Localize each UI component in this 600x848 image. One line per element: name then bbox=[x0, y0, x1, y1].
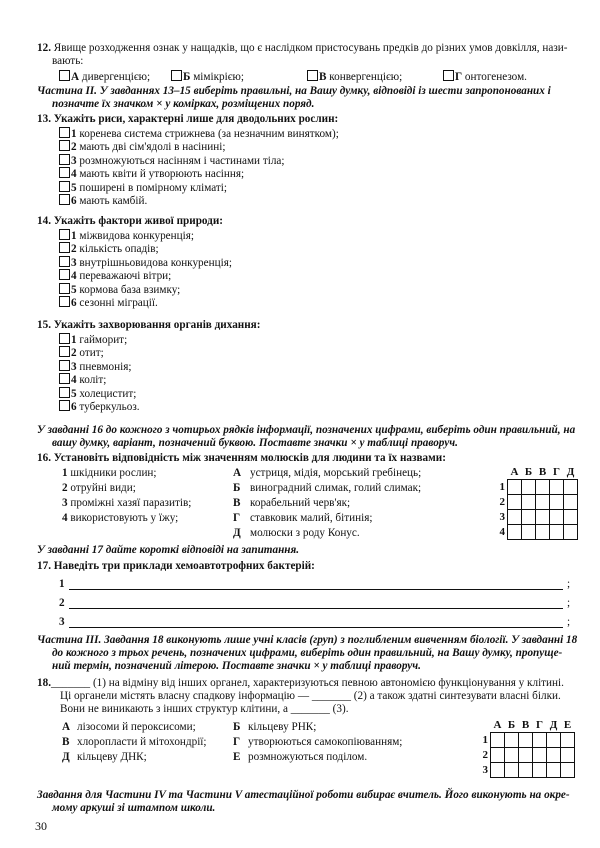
checkbox[interactable] bbox=[59, 242, 70, 253]
q13-title: 13. Укажіть риси, характерні лише для дводольних рослин: bbox=[37, 113, 339, 125]
q13-item-1[interactable]: 1 коренева система стрижнева (за незначним винятком); bbox=[59, 127, 339, 141]
grid-cell[interactable] bbox=[564, 525, 578, 540]
grid-cell[interactable] bbox=[550, 480, 564, 495]
q13-item-2[interactable]: 2 мають дві сім'ядолі в насінині; bbox=[59, 140, 225, 154]
grid-row-header: 3 bbox=[499, 510, 505, 523]
q15-item-5[interactable]: 5 холецистит; bbox=[59, 387, 136, 401]
checkbox[interactable] bbox=[59, 283, 70, 294]
instr17: У завданні 17 дайте короткі відповіді на запитання. bbox=[37, 544, 300, 556]
q12-option-b[interactable]: Б мімікрією; bbox=[171, 70, 244, 84]
grid-cell[interactable] bbox=[550, 495, 564, 510]
grid-col-header: Г bbox=[536, 719, 543, 731]
part3-line1: Частина ІІІ. Завдання 18 виконують лише учні класів (груп) з поглибленим вивченням біології. У завданні 18 bbox=[37, 634, 578, 646]
q13-item-5[interactable]: 5 поширені в помірному кліматі; bbox=[59, 181, 227, 195]
grid-row-header: 1 bbox=[482, 733, 488, 746]
q17-line-end: ; bbox=[567, 597, 571, 609]
grid-col-header: А bbox=[493, 719, 502, 731]
grid-cell[interactable] bbox=[547, 748, 561, 763]
grid-cell[interactable] bbox=[547, 763, 561, 778]
q16-left-item-3: 3 проміжні хазяї паразитів; bbox=[62, 497, 192, 509]
q16-right-item-3: Г ставковик малий, бітинія; bbox=[233, 512, 373, 524]
grid-cell[interactable] bbox=[522, 510, 536, 525]
q13-item-6[interactable]: 6 мають камбій. bbox=[59, 194, 147, 208]
grid-cell[interactable] bbox=[550, 525, 564, 540]
grid-col-header: Е bbox=[563, 719, 572, 731]
checkbox[interactable] bbox=[171, 70, 182, 81]
grid-cell[interactable] bbox=[561, 748, 575, 763]
q18-option-5: Е розмножуються поділом. bbox=[233, 751, 368, 763]
grid-cell[interactable] bbox=[519, 763, 533, 778]
q14-item-1[interactable]: 1 міжвидова конкуренція; bbox=[59, 229, 194, 243]
q18-line1: 18._______ (1) на відміну від інших органел, характеризуються певною автономією функціонування у клітині. bbox=[37, 677, 564, 689]
grid-col-header: Д bbox=[549, 719, 558, 731]
instr16-line1: У завданні 16 до кожного з чотирьох рядків інформації, позначених цифрами, виберіть один правильний, на bbox=[37, 424, 576, 436]
grid-row-header: 2 bbox=[482, 748, 488, 761]
grid-row-header: 1 bbox=[499, 480, 505, 493]
checkbox[interactable] bbox=[443, 70, 454, 81]
grid-cell[interactable] bbox=[564, 495, 578, 510]
q18-option-2: В хлоропласти й мітохондрії; bbox=[62, 736, 207, 748]
checkbox[interactable] bbox=[59, 256, 70, 267]
q18-line3: Вони не виникають з інших структур клітини, а _______ (3). bbox=[60, 703, 349, 715]
checkbox[interactable] bbox=[59, 194, 70, 205]
q12-option-g[interactable]: Г онтогенезом. bbox=[443, 70, 527, 84]
q16-answer-grid bbox=[497, 466, 578, 540]
footer-note-line2: мому аркуші зі штампом школи. bbox=[52, 802, 216, 814]
grid-cell[interactable] bbox=[533, 733, 547, 748]
q15-title: 15. Укажіть захворювання органів дихання: bbox=[37, 319, 261, 331]
q17-line-end: ; bbox=[567, 616, 571, 628]
grid-cell[interactable] bbox=[505, 733, 519, 748]
grid-cell[interactable] bbox=[505, 763, 519, 778]
checkbox[interactable] bbox=[59, 167, 70, 178]
checkbox[interactable] bbox=[59, 296, 70, 307]
q16-title: 16. Установіть відповідність між значенням молюсків для людини та їх назвами: bbox=[37, 452, 446, 464]
q12-text-line1: 12. Явище розходження ознак у нащадків, що є наслідком пристосувань предків до різних умов довкілля, нази- bbox=[37, 42, 568, 54]
grid-cell[interactable] bbox=[491, 763, 505, 778]
checkbox[interactable] bbox=[59, 373, 70, 384]
checkbox[interactable] bbox=[59, 154, 70, 165]
grid-cell[interactable] bbox=[508, 510, 522, 525]
q16-right-item-0: А устриця, мідія, морський гребінець; bbox=[233, 467, 422, 479]
part3-line2: до кожного з трьох речень, позначених цифрами, виберіть один правильний, на Вашу думку, пропуще- bbox=[52, 647, 563, 659]
q17-answer-line[interactable] bbox=[69, 608, 563, 609]
grid-cell[interactable] bbox=[519, 733, 533, 748]
grid-cell[interactable] bbox=[536, 495, 550, 510]
q14-item-3[interactable]: 3 внутрішньовидова конкуренція; bbox=[59, 256, 232, 270]
grid-col-header: Б bbox=[524, 466, 533, 478]
q17-line-number: 1 bbox=[59, 578, 65, 590]
checkbox[interactable] bbox=[59, 229, 70, 240]
grid-col-header: Д bbox=[566, 466, 575, 478]
grid-col-header: В bbox=[538, 466, 547, 478]
grid-cell[interactable] bbox=[536, 510, 550, 525]
q18-option-4: Д кільцеву ДНК; bbox=[62, 751, 147, 763]
q12-number: 12. bbox=[37, 42, 51, 54]
q17-line-number: 3 bbox=[59, 616, 65, 628]
checkbox[interactable] bbox=[59, 140, 70, 151]
grid-cell[interactable] bbox=[508, 480, 522, 495]
q17-line-end: ; bbox=[567, 578, 571, 590]
q15-item-2[interactable]: 2 отит; bbox=[59, 346, 104, 360]
q18-line2: Ці органели містять власну спадкову інформацію — _______ (2) а також здатні синтезувати власні білки. bbox=[60, 690, 561, 702]
checkbox[interactable] bbox=[59, 269, 70, 280]
grid-cell[interactable] bbox=[536, 525, 550, 540]
grid-cell[interactable] bbox=[522, 525, 536, 540]
part3-line3: ний термін, позначений літерою. Поставте значки × у таблиці праворуч. bbox=[52, 660, 421, 672]
q18-option-0: А лізосоми й пероксисоми; bbox=[62, 721, 196, 733]
q14-item-4[interactable]: 4 переважаючі вітри; bbox=[59, 269, 171, 283]
checkbox[interactable] bbox=[59, 127, 70, 138]
grid-col-header: Г bbox=[553, 466, 560, 478]
grid-cell[interactable] bbox=[564, 510, 578, 525]
grid-cell[interactable] bbox=[564, 480, 578, 495]
grid-row-header: 2 bbox=[499, 495, 505, 508]
q17-title: 17. Наведіть три приклади хемоавтотрофних бактерій: bbox=[37, 560, 315, 572]
page-number: 30 bbox=[35, 819, 47, 833]
q12-option-v[interactable]: В конвергенцією; bbox=[307, 70, 402, 84]
q17-answer-line[interactable] bbox=[69, 627, 563, 628]
grid-cell[interactable] bbox=[533, 748, 547, 763]
checkbox[interactable] bbox=[307, 70, 318, 81]
grid-cell[interactable] bbox=[508, 525, 522, 540]
checkbox[interactable] bbox=[59, 333, 70, 344]
grid-cell[interactable] bbox=[550, 510, 564, 525]
checkbox[interactable] bbox=[59, 181, 70, 192]
q12-option-a[interactable]: А дивергенцією; bbox=[59, 70, 150, 84]
grid-cell[interactable] bbox=[508, 495, 522, 510]
q16-right-item-1: Б виноградний слимак, голий слимак; bbox=[233, 482, 422, 494]
grid-cell[interactable] bbox=[536, 480, 550, 495]
part2-instruction-line1: Частина ІІ. У завданнях 13–15 виберіть правильні, на Вашу думку, відповіді із шести запропонованих і bbox=[37, 85, 551, 97]
q16-right-item-2: В корабельний черв'як; bbox=[233, 497, 351, 509]
checkbox[interactable] bbox=[59, 360, 70, 371]
footer-note-line1: Завдання для Частини IV та Частини V атестаційної роботи вибирає вчитель. Його виконують на окре- bbox=[37, 789, 570, 801]
grid-cell[interactable] bbox=[547, 733, 561, 748]
q15-item-4[interactable]: 4 коліт; bbox=[59, 373, 106, 387]
grid-col-header: В bbox=[521, 719, 530, 731]
q16-left-item-2: 2 отруйні види; bbox=[62, 482, 136, 494]
grid-cell[interactable] bbox=[491, 748, 505, 763]
checkbox[interactable] bbox=[59, 346, 70, 357]
q13-item-3[interactable]: 3 розмножуються насінням і частинами тіла; bbox=[59, 154, 285, 168]
part2-instruction-line2: позначте їх значком × у комірках, розміщених поряд. bbox=[52, 98, 315, 110]
grid-col-header: Б bbox=[507, 719, 516, 731]
q14-item-2[interactable]: 2 кількість опадів; bbox=[59, 242, 159, 256]
q14-item-5[interactable]: 5 кормова база взимку; bbox=[59, 283, 180, 297]
q18-answer-grid bbox=[480, 719, 575, 778]
q18-option-1: Б кільцеву РНК; bbox=[233, 721, 317, 733]
q12-text-line2: вають: bbox=[52, 55, 84, 67]
grid-col-header: А bbox=[510, 466, 519, 478]
grid-cell[interactable] bbox=[491, 733, 505, 748]
q16-right-item-4: Д молюски з роду Конус. bbox=[233, 527, 360, 539]
q14-title: 14. Укажіть фактори живої природи: bbox=[37, 215, 224, 227]
q15-item-3[interactable]: 3 пневмонія; bbox=[59, 360, 131, 374]
grid-cell[interactable] bbox=[505, 748, 519, 763]
q18-option-3: Г утворюються самокопіюванням; bbox=[233, 736, 403, 748]
q17-line-number: 2 bbox=[59, 597, 65, 609]
q14-item-6[interactable]: 6 сезонні міграції. bbox=[59, 296, 158, 310]
checkbox[interactable] bbox=[59, 400, 70, 411]
grid-row-header: 4 bbox=[499, 525, 505, 538]
grid-cell[interactable] bbox=[561, 763, 575, 778]
q15-item-1[interactable]: 1 гайморит; bbox=[59, 333, 127, 347]
grid-cell[interactable] bbox=[522, 480, 536, 495]
checkbox[interactable] bbox=[59, 387, 70, 398]
q16-left-item-1: 1 шкідники рослин; bbox=[62, 467, 157, 479]
checkbox[interactable] bbox=[59, 70, 70, 81]
instr16-line2: вашу думку, варіант, позначений буквою. Поставте значки × у таблиці праворуч. bbox=[52, 437, 458, 449]
grid-cell[interactable] bbox=[522, 495, 536, 510]
q17-answer-line[interactable] bbox=[69, 589, 563, 590]
q15-item-6[interactable]: 6 туберкульоз. bbox=[59, 400, 140, 414]
grid-cell[interactable] bbox=[561, 733, 575, 748]
q16-left-item-4: 4 використовують у їжу; bbox=[62, 512, 179, 524]
grid-cell[interactable] bbox=[519, 748, 533, 763]
grid-cell[interactable] bbox=[533, 763, 547, 778]
grid-row-header: 3 bbox=[482, 763, 488, 776]
q13-item-4[interactable]: 4 мають квіти й утворюють насіння; bbox=[59, 167, 244, 181]
